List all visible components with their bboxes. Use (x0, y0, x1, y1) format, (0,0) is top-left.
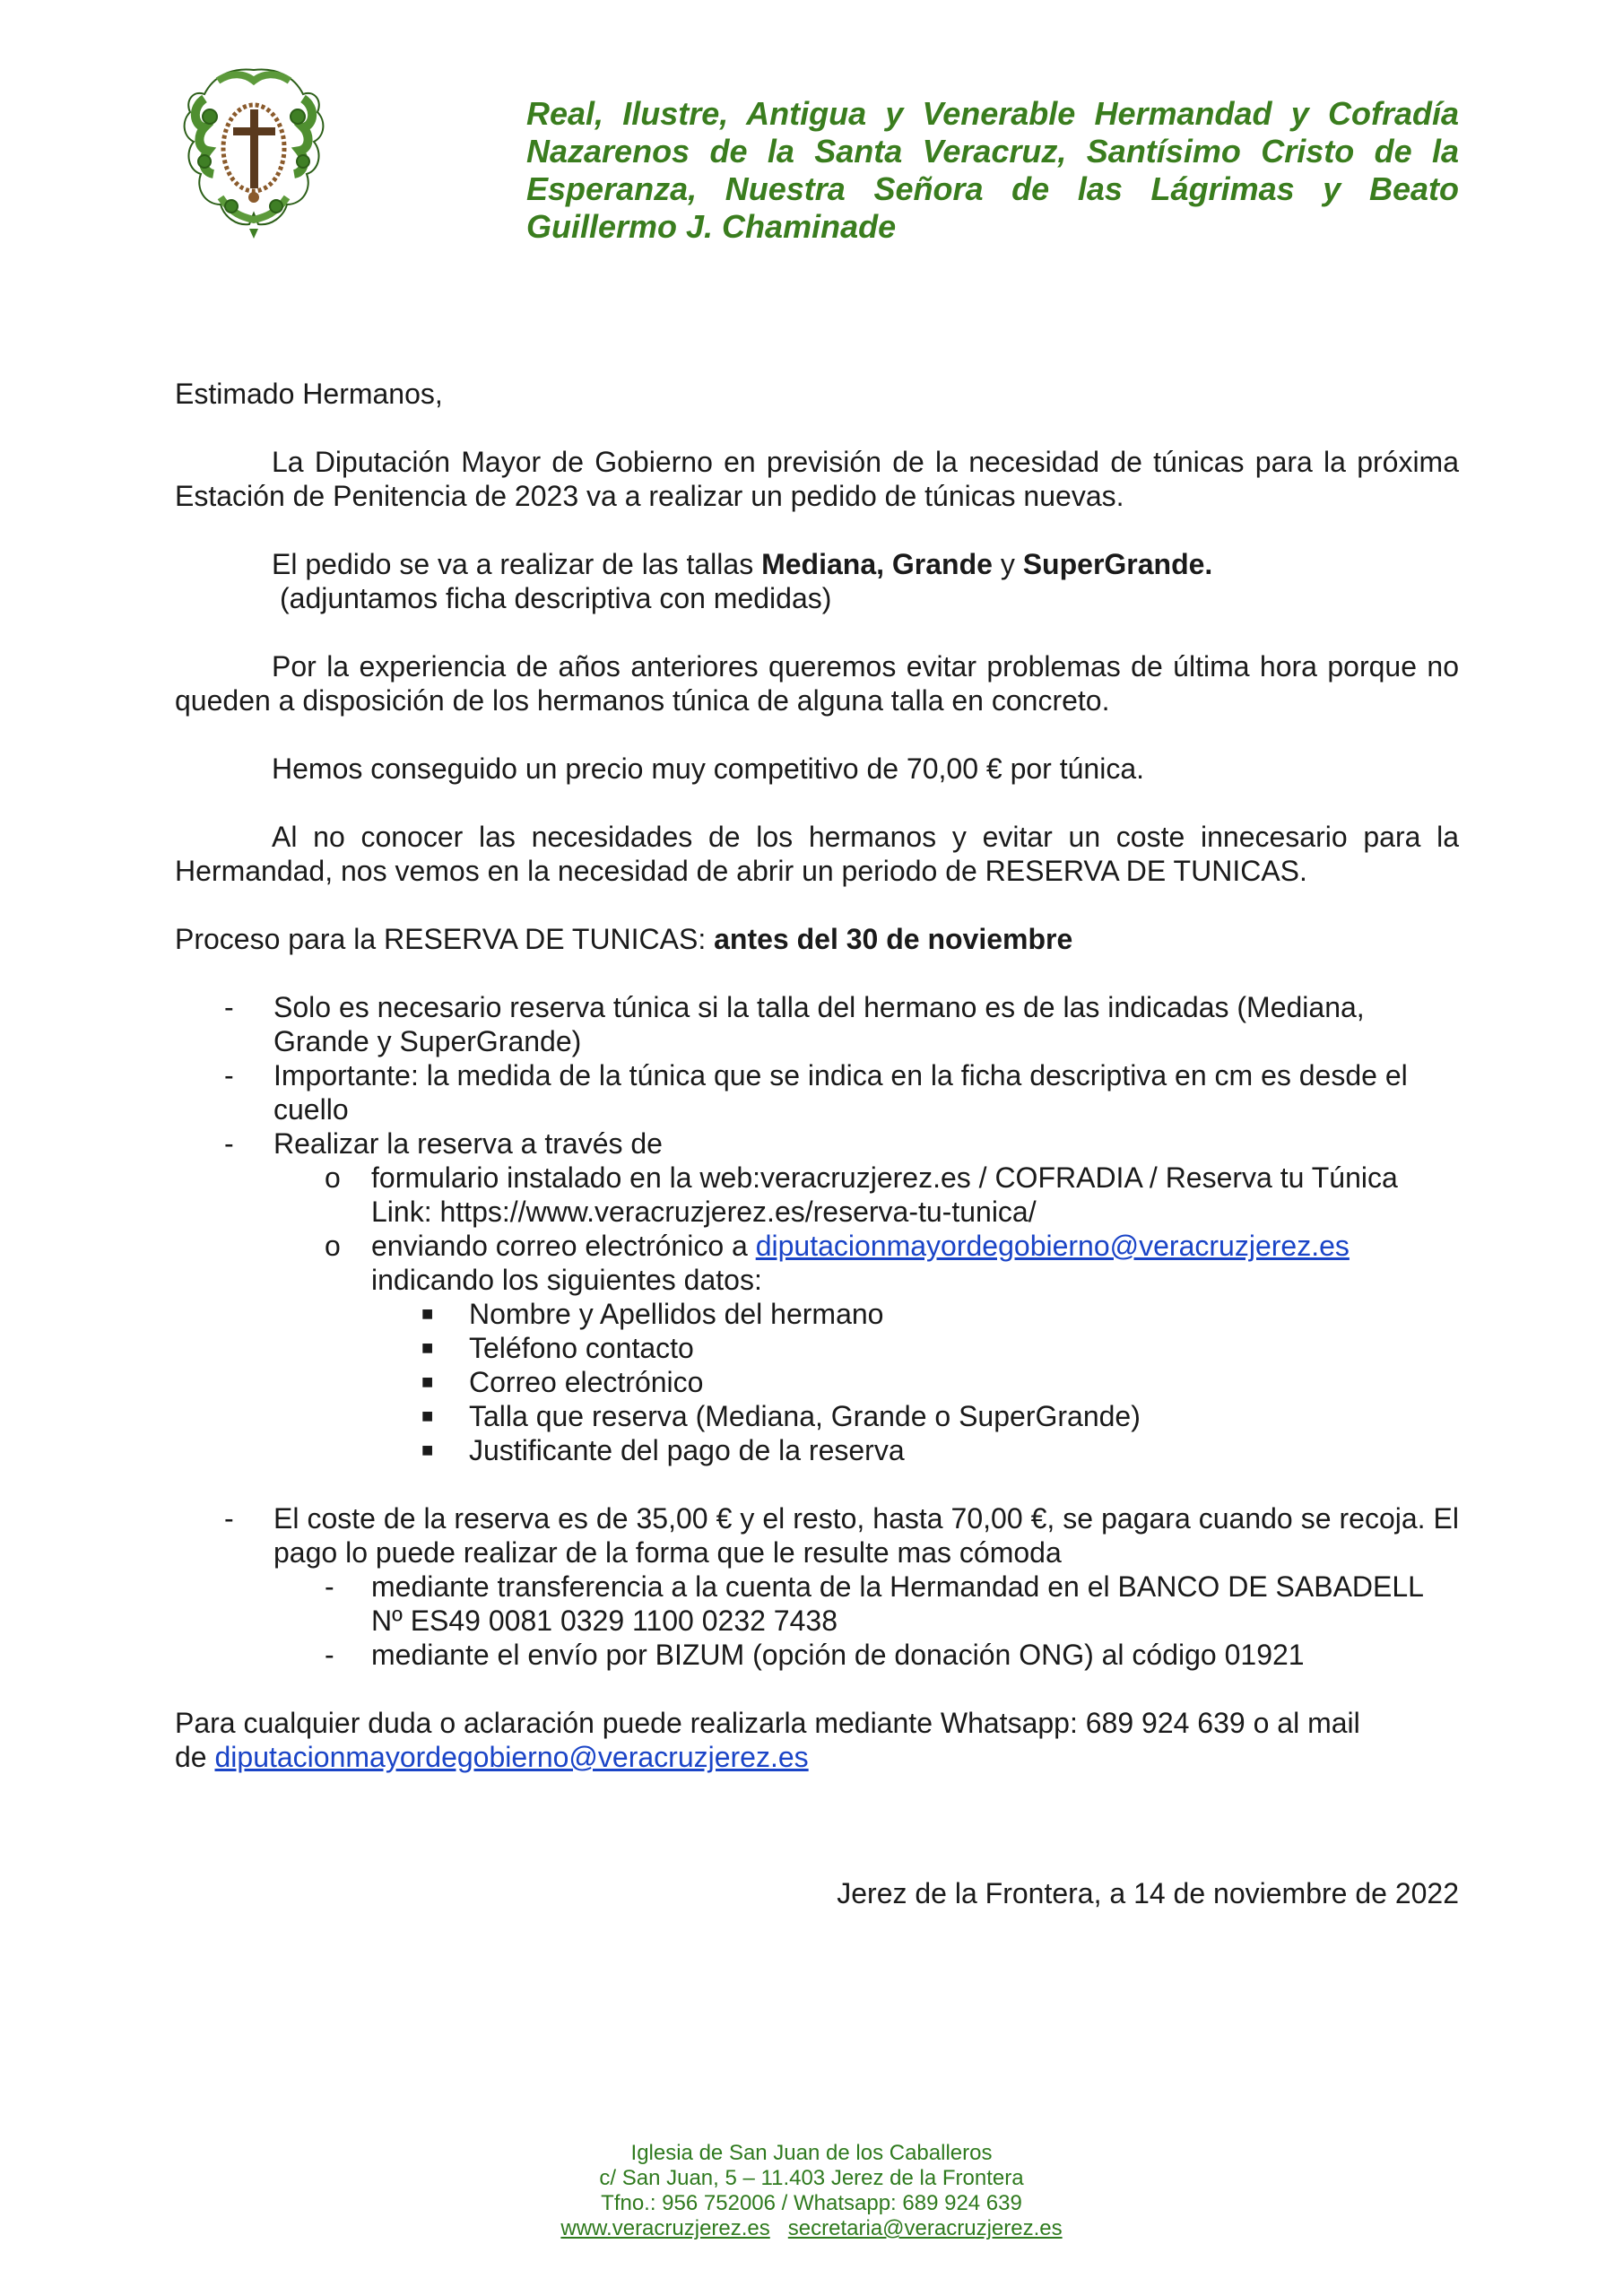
sizes-bold-2: SuperGrande. (1022, 548, 1213, 580)
brotherhood-emblem-logo (178, 63, 330, 242)
greeting: Estimado Hermanos, (175, 378, 443, 410)
list-item-text: Importante: la medida de la túnica que se indica en la ficha descriptiva en cm es desde el cuello (273, 1059, 1408, 1126)
dash-bullet: - (224, 1502, 234, 1535)
contact-prefix: de (175, 1741, 215, 1773)
list-item-cost (175, 1501, 1459, 1570)
dash-bullet: - (224, 991, 234, 1023)
process-deadline: antes del 30 de noviembre (714, 923, 1073, 955)
sizes-and: y (992, 548, 1023, 580)
payment-transfer (175, 1570, 1459, 1638)
dash-bullet: - (224, 1127, 234, 1160)
list-item-text: El coste de la reserva es de 35,00 € y el resto, hasta 70,00 €, se pagara cuando se recoja. El pago lo puede realizar de la forma que le resulte mas cómoda (273, 1502, 1459, 1569)
data-item-text: Nombre y Apellidos del hermano (469, 1298, 884, 1330)
list-item-measurement (175, 1058, 1459, 1126)
list-item-sizes-required (175, 990, 1459, 1058)
dash-bullet: - (224, 1059, 234, 1091)
letter-body (175, 377, 1459, 1910)
list-item-how-to-reserve (175, 1126, 1459, 1161)
footer-links (0, 2216, 1623, 2241)
contact-email-link[interactable]: diputacionmayordegobierno@veracruzjerez.es (214, 1741, 809, 1773)
data-item-text: Talla que reserva (Mediana, Grande o SuperGrande) (469, 1400, 1141, 1432)
sublist-item-email (175, 1229, 1459, 1297)
payment-transfer-text: mediante transferencia a la cuenta de la Hermandad en el BANCO DE SABADELL Nº ES49 0081 0329 1100 0232 7438 (371, 1570, 1423, 1637)
square-bullet: ■ (421, 1439, 434, 1461)
footer-mail-link[interactable]: secretaria@veracruzjerez.es (787, 2216, 1063, 2240)
data-item (175, 1331, 1459, 1365)
web-form-text: formulario instalado en la web:veracruzjerez.es / COFRADIA / Reserva tu Túnica (371, 1161, 1398, 1194)
data-item (175, 1365, 1459, 1399)
payment-bizum-text: mediante el envío por BIZUM (opción de donación ONG) al código 01921 (371, 1639, 1305, 1671)
square-bullet: ■ (421, 1336, 434, 1359)
brotherhood-title: Real, Ilustre, Antigua y Venerable Hermandad y Cofradía Nazarenos de la Santa Veracruz, Santísimo Cristo de la Esperanza, Nuestra Señora de las Lágrimas y Beato Guillermo J. Chaminade (526, 95, 1459, 245)
dash-bullet: - (325, 1570, 334, 1603)
data-item (175, 1399, 1459, 1433)
paragraph-order-announcement: La Diputación Mayor de Gobierno en previsión de la necesidad de túnicas para la próxima Estación de Penitencia de 2023 va a realizar un pedido de túnicas nuevas. (175, 446, 1459, 512)
footer-web-link[interactable]: www.veracruzjerez.es (560, 2216, 770, 2240)
paragraph-sizes (175, 547, 1459, 581)
circle-bullet: o (325, 1161, 341, 1194)
footer-church: Iglesia de San Juan de los Caballeros (630, 2141, 993, 2165)
paragraph-price: Hemos conseguido un precio muy competitivo de 70,00 € por túnica. (272, 752, 1144, 785)
contact-paragraph (175, 1706, 1459, 1774)
dash-bullet: - (325, 1639, 334, 1671)
paragraph-sizes-note: (adjuntamos ficha descriptiva con medidas) (280, 582, 832, 614)
data-item (175, 1433, 1459, 1467)
footer (0, 2141, 1623, 2241)
process-heading-text: Proceso para la RESERVA DE TUNICAS: (175, 923, 715, 955)
square-bullet: ■ (421, 1302, 434, 1325)
signature-date: Jerez de la Frontera, a 14 de noviembre de 2022 (837, 1877, 1459, 1909)
sizes-text: El pedido se va a realizar de las tallas (272, 548, 762, 580)
circle-bullet: o (325, 1230, 341, 1262)
email-intro-text: enviando correo electrónico a (371, 1230, 756, 1262)
data-item-text: Justificante del pago de la reserva (469, 1434, 905, 1466)
square-bullet: ■ (421, 1405, 434, 1427)
reserve-link-text: Link: https://www.veracruzjerez.es/reserva-tu-tunica/ (371, 1196, 1037, 1228)
contact-text: Para cualquier duda o aclaración puede realizarla mediante Whatsapp: 689 924 639 o al mail (175, 1707, 1360, 1739)
sublist-item-web-form (175, 1161, 1459, 1229)
sizes-bold-1: Mediana, Grande (761, 548, 993, 580)
data-item-text: Correo electrónico (469, 1366, 704, 1398)
payment-bizum (175, 1638, 1459, 1672)
paragraph-experience: Por la experiencia de años anteriores queremos evitar problemas de última hora porque no queden a disposición de los hermanos túnica de alguna talla en concreto. (175, 650, 1459, 717)
email-link[interactable]: diputacionmayordegobierno@veracruzjerez.es (755, 1230, 1350, 1262)
email-data-intro: indicando los siguientes datos: (371, 1264, 762, 1296)
list-item-text: Realizar la reserva a través de (273, 1127, 663, 1160)
footer-phone: Tfno.: 956 752006 / Whatsapp: 689 924 639 (601, 2191, 1022, 2215)
data-item-text: Teléfono contacto (469, 1332, 694, 1364)
list-item-text: Solo es necesario reserva túnica si la talla del hermano es de las indicadas (Mediana, Grande y SuperGrande) (273, 991, 1365, 1057)
paragraph-reservation-period: Al no conocer las necesidades de los hermanos y evitar un coste innecesario para la Hermandad, nos vemos en la necesidad de abrir un periodo de RESERVA DE TUNICAS. (175, 821, 1459, 887)
data-item (175, 1297, 1459, 1331)
square-bullet: ■ (421, 1370, 434, 1393)
footer-address: c/ San Juan, 5 – 11.403 Jerez de la Frontera (599, 2166, 1024, 2190)
process-heading (175, 922, 1459, 956)
